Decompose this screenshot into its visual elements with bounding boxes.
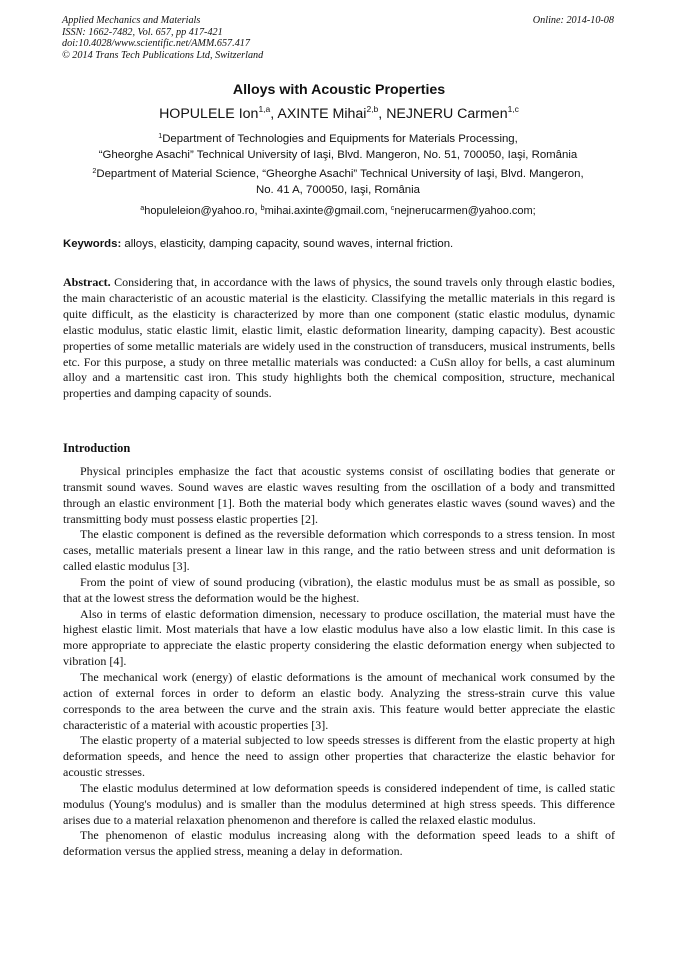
author-separator: ,: [378, 106, 387, 122]
body-paragraph: The elastic modulus determined at low deformation speeds is considered independent of time, is called static modulus (Young's modulus) and is smaller than the modulus determined at high stress speeds. This difference arises due to a material relaxation phenomenon and therefore is called the relaxed elastic modulus.: [63, 780, 615, 827]
affiliation-line: Department of Technologies and Equipments for Materials Processing,: [162, 133, 518, 145]
keywords-line: [63, 238, 615, 250]
abstract-paragraph: [63, 275, 615, 402]
doi-line: doi:10.4028/www.scientific.net/AMM.657.417: [62, 38, 250, 50]
body-paragraph: The mechanical work (energy) of elastic deformations is the amount of mechanical work consumed by the action of external forces in order to deform an elastic body. Analyzing the stress-strain curve this value corresponds to the area between the curve and the strain axis. This feature would better appreciate the elastic characteristic of a material with acoustic properties [3].: [63, 669, 615, 732]
email-superscript: a: [140, 203, 145, 212]
copyright-line: © 2014 Trans Tech Publications Ltd, Switzerland: [62, 49, 264, 61]
affiliation-1: [58, 132, 618, 163]
body-paragraph: Physical principles emphasize the fact that acoustic systems consist of oscillating bodies that generate or transmit sound waves. Sound waves are elastic waves resulting from the oscillation of a body and transmitted through an elastic environment [1]. Both the material body which generates elastic waves (sound waves) and the transmitting body must possess elastic properties [2].: [63, 464, 615, 526]
author-superscript: 1,c: [507, 104, 519, 114]
body-paragraph: The phenomenon of elastic modulus increasing along with the deformation speed leads to a shift of deformation versus the applied stress, meaning a delay in deformation.: [63, 828, 615, 859]
keywords-label: Keywords:: [63, 238, 122, 250]
online-date: Online: 2014-10-08: [532, 15, 614, 26]
body-paragraph: Also in terms of elastic deformation dimension, necessary to produce oscillation, the material must have the highest elastic limit. Most materials that have a low elastic modulus have also a low elastic limit. In this case is more appropriate to appreciate the elastic property considering the elastic deformation energy when subjected to vibration [4].: [63, 606, 615, 669]
affiliation-line: No. 41 A, 700050, Iaşi, România: [255, 183, 420, 196]
email-superscript: c: [390, 203, 395, 212]
email-address[interactable]: nejnerucarmen@yahoo.com;: [394, 205, 536, 217]
abstract-text: Considering that, in accordance with the laws of physics, the sound travels only through elastic bodies, the main characteristic of an acoustic material is the elasticity. Classifying the metallic materials in this regard is quite difficult, as the elasticity is characterized by more than one component (static elastic modulus, dynamic elastic modulus, static elastic limit, elastic limit, elastic deformation linearity, damping capacity). Best acoustic properties of some metallic materials are widely used in the construction of transducers, musical instruments, bells etc. For this purpose, a study on three metallic materials was conducted: a CuSn alloy for bells, a cast aluminum alloy and a martensitic cast iron. This study highlights both the chemical composition, structure, mechanical properties and damping capacity of sounds.: [63, 275, 615, 401]
affiliation-superscript: 2: [92, 166, 97, 175]
body-paragraph: From the point of view of sound producing (vibration), the elastic modulus must be as small as possible, so that at the lowest stress the deformation would be the highest.: [63, 574, 615, 605]
email-address[interactable]: hopuleleion@yahoo.ro,: [144, 205, 261, 217]
author-name: NEJNERU Carmen: [386, 106, 508, 122]
author-superscript: 1,a: [258, 104, 271, 114]
author-list: [0, 106, 678, 122]
author-name: HOPULELE Ion: [159, 106, 259, 122]
affiliation-line: Department of Material Science, “Gheorghe Asachi” Technical University of Iaşi, Blvd. Mangeron,: [96, 168, 584, 180]
author-separator: ,: [270, 106, 278, 122]
keywords-text: alloys, elasticity, damping capacity, sound waves, internal friction.: [121, 238, 454, 250]
affiliation-2: [58, 167, 618, 198]
author-superscript: 2,b: [366, 104, 379, 114]
affiliation-superscript: 1: [158, 131, 163, 140]
email-superscript: b: [260, 203, 265, 212]
issn-line: ISSN: 1662-7482, Vol. 657, pp 417-421: [62, 26, 223, 38]
abstract-label: Abstract.: [63, 275, 111, 289]
body-paragraph: The elastic property of a material subjected to low speeds stresses is different from the elastic property at high deformation speeds, and hence the need to assign other properties that characterize the elastic behavior for acoustic stresses.: [63, 733, 615, 780]
email-address[interactable]: mihai.axinte@gmail.com,: [264, 205, 391, 217]
introduction-body: [63, 464, 615, 860]
author-name: AXINTE Mihai: [277, 106, 367, 122]
affiliation-line: “Gheorghe Asachi” Technical University of Iaşi, Blvd. Mangeron, No. 51, 700050, Iaşi, România: [98, 148, 578, 161]
body-paragraph: The elastic component is defined as the reversible deformation which corresponds to a stress tension. In most cases, metallic materials present a linear law in this range, and the ratio between stress and unit deformation is called elastic modulus [3].: [63, 527, 615, 574]
paper-title: Alloys with Acoustic Properties: [232, 82, 446, 98]
journal-header: [62, 15, 614, 61]
email-list: [58, 204, 618, 220]
section-heading-introduction: Introduction: [63, 441, 131, 455]
journal-name: Applied Mechanics and Materials: [62, 15, 201, 26]
